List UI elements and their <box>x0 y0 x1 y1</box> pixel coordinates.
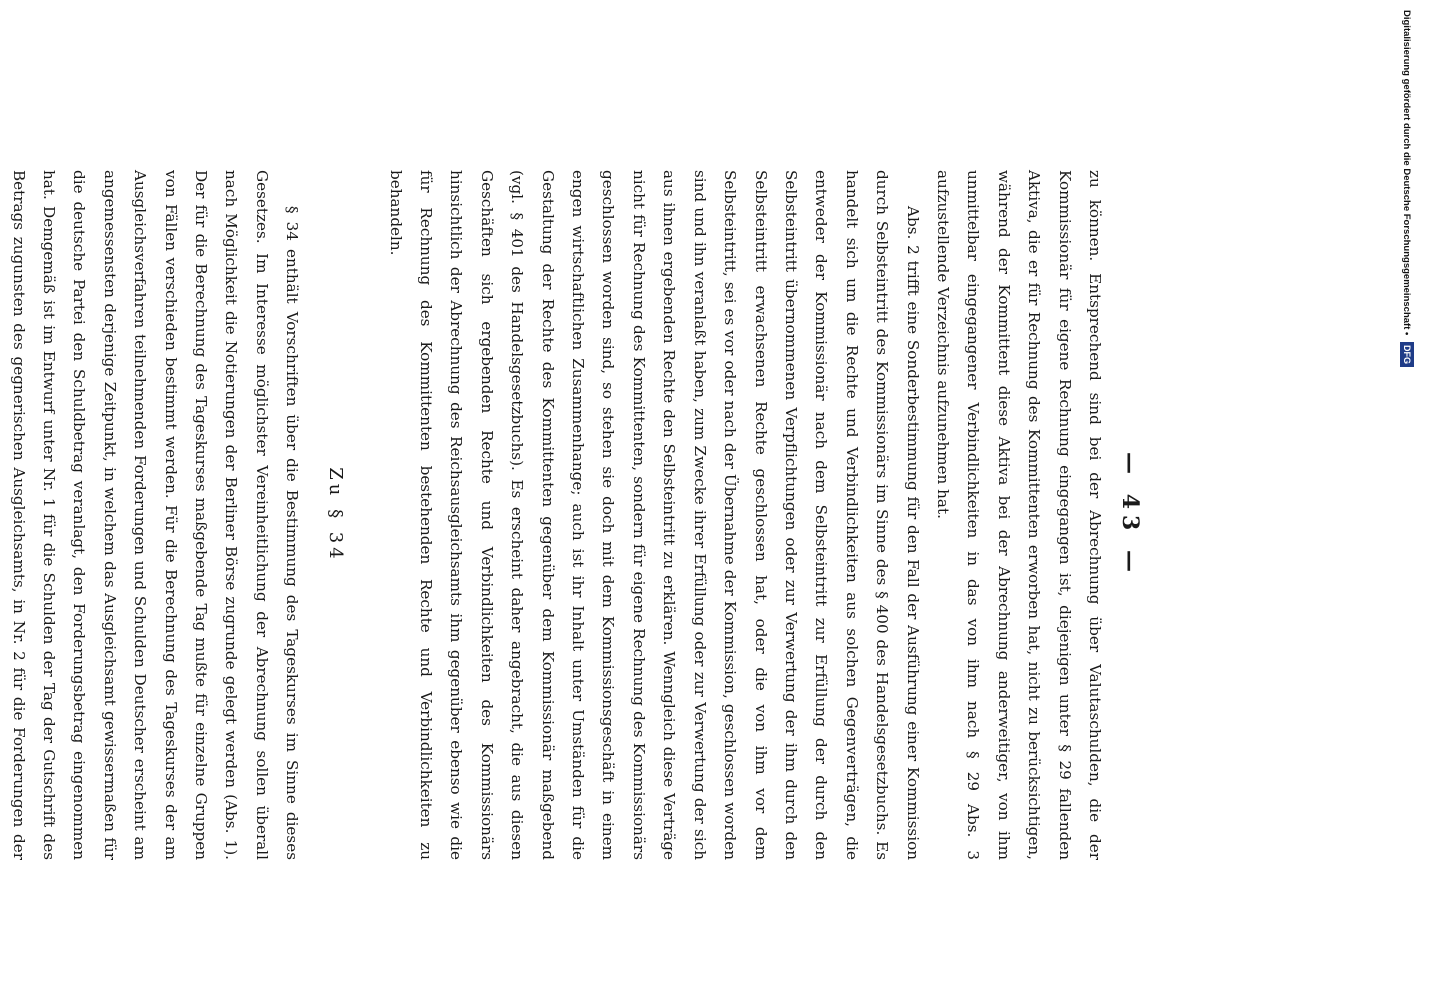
page-number-header: — 43 — <box>1117 452 1143 578</box>
paragraph-2: Abs. 2 trifft eine Sonderbestimmung für den Fall der Ausführung einer Kommission durch Selbsteintritt des Kommissionärs im Sinne des § 400 des Handelsgesetzbuchs. Es handelt sich um die Rechte und Verbindlichkeiten aus solchen Gegenverträgen, die entweder der Kommissionär nach dem Selbsteintritt zur Erfüllung der durch den Selbsteintritt übernommenen Verpflichtungen oder zur Verwertung der ihm durch den Selbsteintritt erwachsenen Rechte geschlossen hat, oder die von ihm vor dem Selbsteintritt, sei es vor oder nach der Übernahme der Kommission, geschlossen worden sind und ihn veranlaßt haben, zum Zwecke ihrer Erfüllung oder zur Verwertung der sich aus ihnen ergebenden Rechte den Selbsteintritt zu erklären. Wenngleich diese Verträge nicht für Rechnung des Kommittenten, sondern für eigene Rechnung des Kommissionärs geschlossen worden sind, so stehen sie doch mit dem Kommissionsgeschäft in einem engen wirtschaftlichen Zusammenhange; auch ist ihr Inhalt unter Umständen für die Gestaltung der Rechte des Kommittenten gegenüber dem Kommissionär maßgebend (vgl. § 401 des Handelsgesetzbuchs). Es erscheint daher angebracht, die aus diesen Geschäften sich ergebenden Rechte und Verbindlichkeiten des Kommissionärs hinsichtlich der Abrechnung des Reichsausgleichsamts ihm gegenüber ebenso wie die für Rechnung des Kommittenten bestehenden Rechte und Verbindlichkeiten zu behandeln. <box>386 170 922 860</box>
rotated-page <box>9 170 1150 860</box>
section-paragraph: § 34 enthält Vorschriften über die Bestimmung des Tageskurses im Sinne dieses Gesetzes. Im Interesse möglichster Vereinheitlichung der Abrechnung sollen überall nach Möglichkeit die Notierungen der Berliner Börse zugrunde gelegt werden (Abs. 1). Der für die Berechnung des Tageskurses maßgebende Tag mußte für einzelne Gruppen von Fällen verschieden bestimmt werden. Für die Berechnung des Tageskurses der am Ausgleichsverfahren teilnehmenden Forderungen und Schulden Deutscher erscheint am angemessensten derjenige Zeitpunkt, in welchem das Ausgleichsamt gewissermaßen für die deutsche Partei den Schuldbetrag veranlagt, den Forderungsbetrag eingenommen hat. Demgemäß ist im Entwurf unter Nr. 1 für die Schulden der Tag der Gutschrift des Betrags zugunsten des gegnerischen Ausgleichsamts, in Nr. 2 für die Forderungen der <box>9 170 302 860</box>
dfg-logo: DFG <box>1400 342 1414 367</box>
credit-text: Digitalisierung gefördert durch die Deutsche Forschungsgemeinschaft • <box>1401 10 1412 336</box>
digitization-credit <box>1400 10 1414 390</box>
paragraph-1: zu können. Entsprechend sind bei der Abrechnung über Valutaschulden, die der Kommissionär für eigene Rechnung eingegangen ist, diejenigen unter § 29 fallenden Aktiva, die er für Rechnung des Kommittenten erworben hat, nicht zu berücksichtigen, während der Kommittent diese Aktiva bei der Abrechnung anderweitiger, von ihm unmittelbar eingegangener Verbindlichkeiten in das von ihm nach § 29 Abs. 3 aufzustellende Verzeichnis aufzunehmen hat. <box>933 170 1104 860</box>
section-heading: Zu § 34 <box>325 467 347 563</box>
